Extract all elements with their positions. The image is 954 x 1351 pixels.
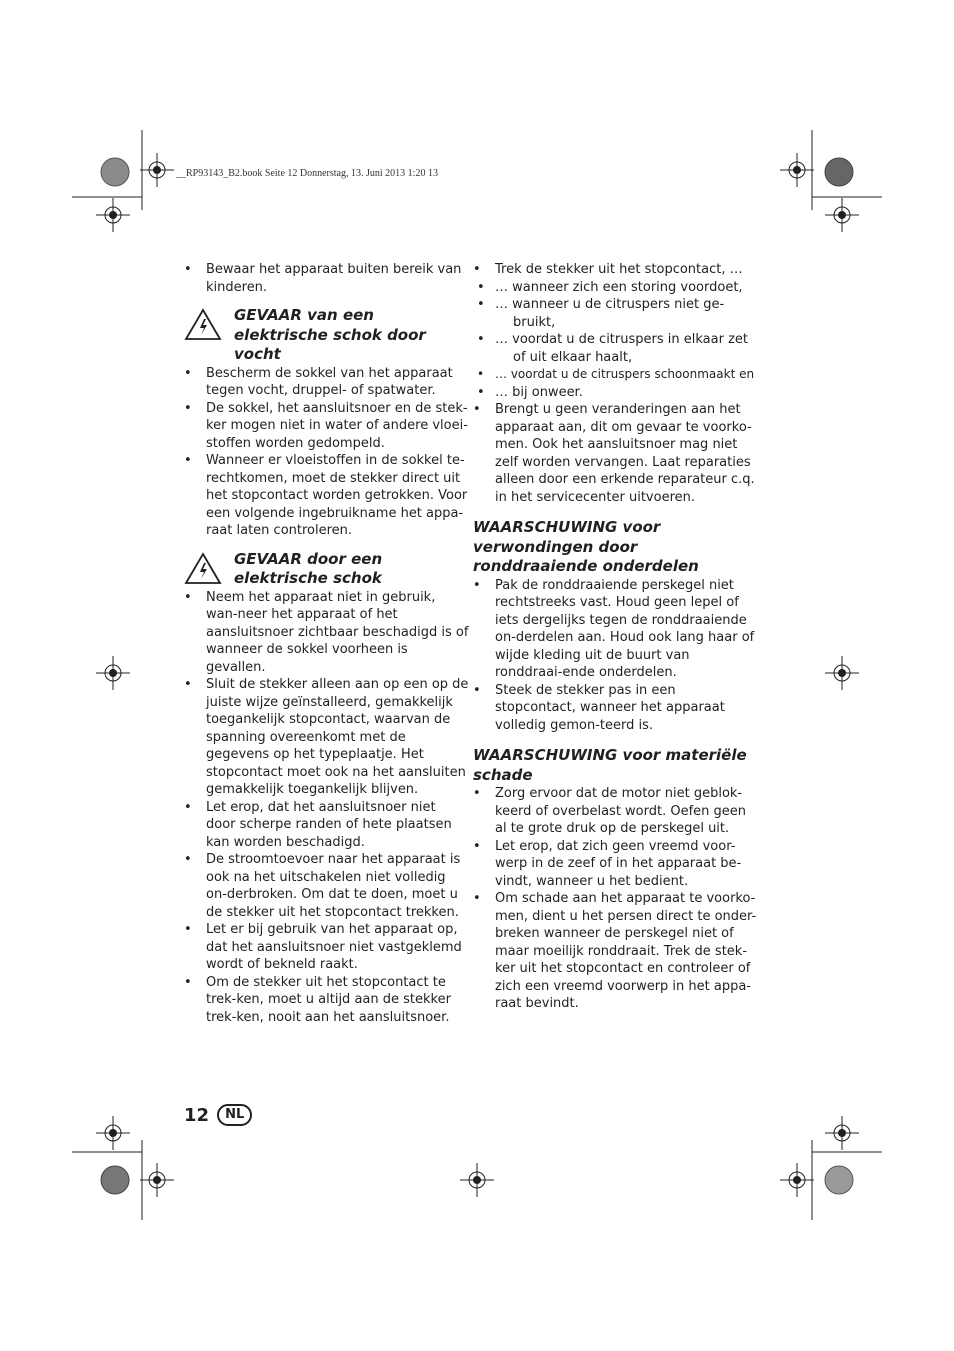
- list-item: • De sokkel, het aansluitsnoer en de stek-ker mogen niet in water of andere vloei-stoffen worden gedompeld.: [184, 400, 469, 453]
- list-item: • Pak de ronddraaiende perskegel niet rechtstreeks vast. Houd geen lepel of iets dergelijks tegen de ronddraaiende on-derdelen aan. Houd ook lang haar of wijde kleding uit de buurt van ronddraai-ende onderdelen.: [473, 577, 758, 682]
- section-heading: [184, 550, 469, 589]
- list-item: • Steek de stekker pas in een stopcontact, wanneer het apparaat volledig gemon-teerd is.: [473, 682, 758, 735]
- list-item: • Neem het apparaat niet in gebruik, wan-neer het apparaat of het aansluitsnoer zichtbaar beschadigd is of wanneer de sokkel voorheen is gevallen.: [184, 589, 469, 677]
- bullet-list: [184, 365, 469, 540]
- bullet-list: [473, 261, 758, 506]
- sub-list-item: • … voordat u de citruspers in elkaar zet of uit elkaar haalt,: [495, 331, 758, 366]
- right-column: [473, 261, 758, 1013]
- list-item: • Bescherm de sokkel van het apparaat tegen vocht, druppel- of spatwater.: [184, 365, 469, 400]
- section-heading: [184, 306, 469, 365]
- list-item: • Om schade aan het apparaat te voorko-men, dient u het persen direct te onder-breken wanneer de perskegel niet of maar moeilijk ronddraait. Trek de stek-ker uit het stopcontact en controleer of zich een vreemd voorwerp in het appa-raat bevindt.: [473, 890, 758, 1013]
- language-badge: NL: [217, 1104, 252, 1126]
- list-item: • Bewaar het apparaat buiten bereik van kinderen.: [184, 261, 469, 296]
- bullet-list: [473, 785, 758, 1013]
- registration-mark-icon: [96, 656, 130, 690]
- sub-list: [495, 279, 758, 402]
- sub-list-item: • … wanneer zich een storing voordoet,: [495, 279, 758, 297]
- sub-list-item: • … wanneer u de citruspers niet ge-bruikt,: [495, 296, 758, 331]
- color-wheel-icon: [100, 1165, 130, 1195]
- list-item: • Let erop, dat het aansluitsnoer niet door scherpe randen of hete plaatsen kan worden beschadigd.: [184, 799, 469, 852]
- list-item-lead: Trek de stekker uit het stopcontact, …: [495, 262, 743, 277]
- color-wheel-icon: [100, 157, 130, 187]
- list-item: • Let er bij gebruik van het apparaat op, dat het aansluitsnoer niet vastgeklemd wordt of bekneld raakt.: [184, 921, 469, 974]
- left-column: [184, 261, 469, 1026]
- registration-mark-icon: [825, 656, 859, 690]
- sub-list-item: • … bij onweer.: [495, 384, 758, 402]
- sub-list-item: • … voordat u de citruspers schoonmaakt en: [495, 366, 758, 384]
- registration-mark-icon: [140, 153, 174, 187]
- list-item: [473, 261, 758, 401]
- color-wheel-icon: [824, 157, 854, 187]
- bullet-list: [473, 577, 758, 735]
- page-footer: [184, 1104, 252, 1126]
- registration-mark-icon: [460, 1163, 494, 1197]
- list-item: • Wanneer er vloeistoffen in de sokkel te-rechtkomen, moet de stekker direct uit het stopcontact worden getrokken. Voor een volgende ingebruikname het appa-raat laten controleren.: [184, 452, 469, 540]
- registration-mark-icon: [825, 198, 859, 232]
- list-item: • Sluit de stekker alleen aan op een op de juiste wijze geïnstalleerd, gemakkelijk toegankelijk stopcontact, waarvan de spanning overeenkomt met de gegevens op het typeplaatje. Het stopcontact moet ook na het aansluiten gemakkelijk toegankelijk blijven.: [184, 676, 469, 799]
- registration-mark-icon: [140, 1163, 174, 1197]
- registration-mark-icon: [96, 198, 130, 232]
- list-item: • Om de stekker uit het stopcontact te trek-ken, moet u altijd aan de stekker trek-ken, nooit aan het aansluitsnoer.: [184, 974, 469, 1027]
- bullet-list: [184, 589, 469, 1027]
- electric-hazard-icon: [184, 552, 222, 585]
- registration-mark-icon: [780, 153, 814, 187]
- section-title: WAARSCHUWING voor verwondingen door ronddraaiende onderdelen: [473, 518, 699, 575]
- print-slug: __RP93143_B2.book Seite 12 Donnerstag, 13. Juni 2013 1:20 13: [176, 168, 438, 179]
- list-item: • Let erop, dat zich geen vreemd voor-werp in de zeef of in het apparaat be-vindt, wanneer u het bedient.: [473, 838, 758, 891]
- intro-list: [184, 261, 469, 296]
- list-item: • Zorg ervoor dat de motor niet geblok-keerd of overbelast wordt. Oefen geen al te grote druk op de perskegel uit.: [473, 785, 758, 838]
- registration-mark-icon: [825, 1116, 859, 1150]
- electric-hazard-icon: [184, 308, 222, 341]
- section-title: GEVAAR van een elektrische schok door vocht: [234, 306, 426, 363]
- list-item: • De stroomtoevoer naar het apparaat is ook na het uitschakelen niet volledig on-derbroken. Om dat te doen, moet u de stekker uit het stopcontact trekken.: [184, 851, 469, 921]
- registration-mark-icon: [780, 1163, 814, 1197]
- registration-mark-icon: [96, 1116, 130, 1150]
- section-title: WAARSCHUWING voor materiële schade: [473, 746, 747, 784]
- page-number: 12: [184, 1104, 210, 1126]
- section-title: GEVAAR door een elektrische schok: [234, 549, 383, 587]
- color-wheel-icon: [824, 1165, 854, 1195]
- list-item: • Brengt u geen veranderingen aan het apparaat aan, dit om gevaar te voorko-men. Ook het aansluitsnoer mag niet zelf worden vervangen. Laat reparaties alleen door een erkende reparateur c.q. in het servicecenter uitvoeren.: [473, 401, 758, 506]
